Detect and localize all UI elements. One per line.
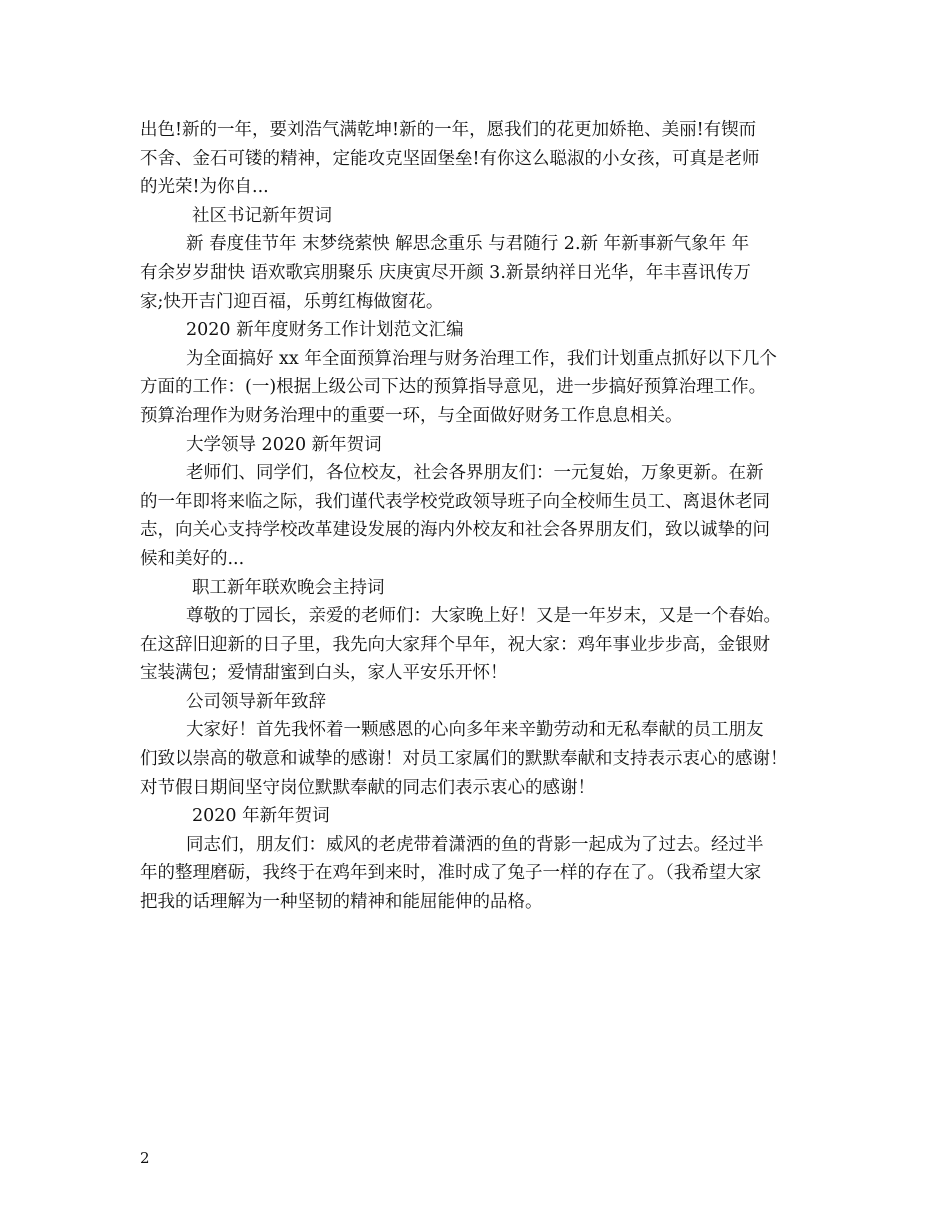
body-text-line: 大家好！首先我怀着一颗感恩的心向多年来辛勤劳动和无私奉献的员工朋友 (186, 720, 764, 741)
page-number: 2 (140, 1149, 150, 1167)
body-text-line: 预算治理作为财务治理中的重要一环，与全面做好财务工作息息相关。 (140, 405, 683, 426)
body-text-line: 在这辞旧迎新的日子里，我先向大家拜个早年，祝大家：鸡年事业步步高，金银财 (140, 634, 770, 655)
body-text-line: 志，向关心支持学校改革建设发展的海内外校友和社会各界朋友们，致以诚挚的问 (140, 520, 770, 541)
body-text-line: 年的整理磨砺，我终于在鸡年到来时，准时成了兔子一样的存在了。（我希望大家 (140, 863, 762, 884)
body-text-line: 们致以崇高的敬意和诚挚的感谢！对员工家属们的默默奉献和支持表示衷心的感谢！ (140, 749, 788, 770)
body-text-line: 尊敬的丁园长，亲爱的老师们：大家晚上好！又是一年岁末，又是一个春始。 (186, 606, 781, 627)
body-text-line: 为全面搞好 xx 年全面预算治理与财务治理工作，我们计划重点抓好以下几个 (186, 348, 777, 369)
body-text-line: 把我的话理解为一种坚韧的精神和能屈能伸的品格。 (140, 892, 543, 913)
section-heading: 2020 年新年贺词 (192, 806, 330, 827)
body-text-line: 有余岁岁甜快 语欢歌宾朋聚乐 庆庚寅尽开颜 3.新景纳祥日光华，年丰喜讯传万 (140, 262, 751, 283)
body-text-line: 新 春度佳节年 末梦绕萦怏 解思念重乐 与君随行 2.新 年新事新气象年 年 (186, 234, 750, 255)
section-heading: 2020 新年度财务工作计划范文汇编 (186, 320, 464, 341)
body-text-line: 方面的工作：(一)根据上级公司下达的预算指导意见，进一步搞好预算治理工作。 (140, 377, 767, 398)
body-text-line: 同志们，朋友们：威风的老虎带着潇洒的鱼的背影一起成为了过去。经过半 (186, 834, 764, 855)
body-text-line: 老师们、同学们，各位校友，社会各界朋友们：一元复始，万象更新。在新 (186, 463, 764, 484)
body-text-line: 家;快开吉门迎百福，乐剪红梅做窗花。 (140, 291, 444, 312)
body-text-line: 宝装满包；爱情甜蜜到白头，家人平安乐开怀！ (140, 663, 508, 684)
body-text-line: 不舍、金石可镂的精神，定能攻克坚固堡垒!有你这么聪淑的小女孩，可真是老师 (140, 148, 760, 169)
body-text-line: 对节假日期间坚守岗位默默奉献的同志们表示衷心的感谢！ (140, 777, 595, 798)
section-heading: 大学领导 2020 新年贺词 (186, 434, 382, 455)
body-text-line: 出色!新的一年，要刘浩气满乾坤!新的一年，愿我们的花更加娇艳、美丽!有锲而 (140, 120, 757, 140)
body-text-line: 的光荣!为你自... (140, 177, 269, 198)
section-heading: 公司领导新年致辞 (186, 691, 326, 712)
section-heading: 社区书记新年贺词 (192, 205, 332, 226)
body-text-line: 的一年即将来临之际，我们谨代表学校党政领导班子向全校师生员工、离退休老同 (140, 491, 770, 512)
body-text-line: 候和美好的... (140, 548, 245, 569)
document-body (140, 116, 830, 917)
section-heading: 职工新年联欢晚会主持词 (192, 577, 385, 598)
